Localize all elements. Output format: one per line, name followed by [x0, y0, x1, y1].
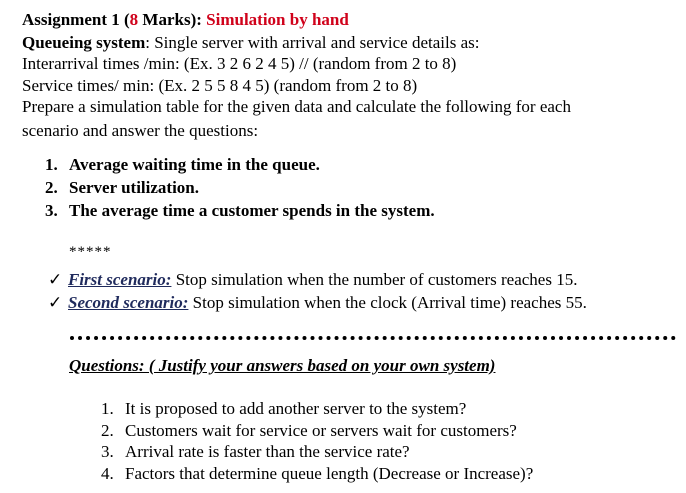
- interarrival-line: Interarrival times /min: (Ex. 3 2 6 2 4 5) // (random from 2 to 8): [22, 54, 457, 73]
- queueing-system-line: Queueing system: Single server with arrival and service details as:: [22, 33, 480, 52]
- question-item: 4. Factors that determine queue length (Decrease or Increase)?: [101, 464, 534, 483]
- scenario-item: ✓ Second scenario: Stop simulation when the clock (Arrival time) reaches 55.: [48, 293, 587, 312]
- metric-item: 3. The average time a customer spends in the system.: [45, 201, 435, 220]
- questions-title: Questions: ( Justify your answers based on your own system): [69, 356, 496, 375]
- checkmark-icon: ✓: [48, 270, 63, 289]
- separator-stars: *****: [69, 244, 112, 260]
- question-item: 1. It is proposed to add another server to the system?: [101, 399, 467, 418]
- service-line: Service times/ min: (Ex. 2 5 5 8 4 5) (random from 2 to 8): [22, 76, 418, 95]
- prepare-line-1: Prepare a simulation table for the given data and calculate the following for each: [22, 97, 571, 116]
- question-item: 2. Customers wait for service or servers wait for customers?: [101, 421, 517, 440]
- assignment-title: Assignment 1 (8 Marks): Simulation by hand: [22, 10, 349, 29]
- checkmark-icon: ✓: [48, 293, 63, 312]
- dotted-divider: [70, 336, 676, 340]
- scenario-item: ✓ First scenario: Stop simulation when the number of customers reaches 15.: [48, 270, 578, 289]
- metric-item: 2. Server utilization.: [45, 178, 199, 197]
- prepare-line-2: scenario and answer the questions:: [22, 121, 259, 140]
- question-item: 3. Arrival rate is faster than the service rate?: [101, 442, 410, 461]
- metric-item: 1. Average waiting time in the queue.: [45, 155, 320, 174]
